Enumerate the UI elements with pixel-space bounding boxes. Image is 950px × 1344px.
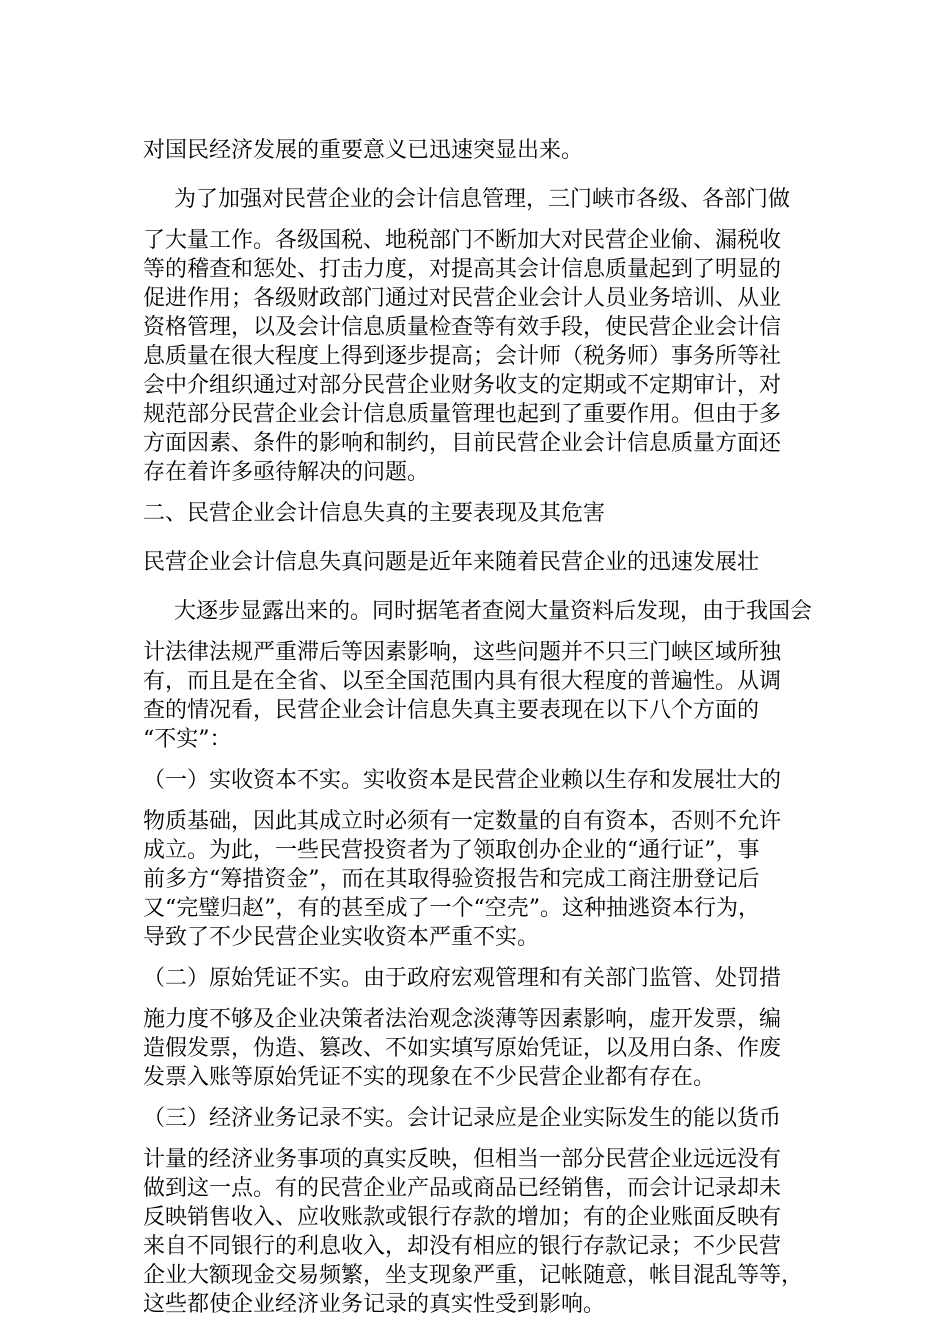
text-line: 这些都使企业经济业务记录的真实性受到影响。 [143, 1292, 606, 1317]
paragraph-first-line: 为了加强对民营企业的会计信息管理，三门峡市各级、各部门做 [174, 187, 791, 212]
text-line: 计法律法规严重滞后等因素影响，这些问题并不只三门峡区域所独 [143, 640, 782, 665]
text-line: 对国民经济发展的重要意义已迅速突显出来。 [143, 138, 584, 163]
text-line: 来自不同银行的利息收入，却没有相应的银行存款记录；不少民营 [143, 1234, 782, 1259]
text-line: （三）经济业务记录不实。会计记录应是企业实际发生的能以货币 [143, 1106, 782, 1131]
text-line: 又“完璧归赵”，有的甚至成了一个“空壳”。这种抽逃资本行为， [143, 896, 760, 921]
text-line: “不实”： [143, 727, 232, 752]
text-line: 成立。为此，一些民营投资者为了领取创办企业的“通行证”，事 [143, 838, 760, 863]
text-line: 做到这一点。有的民营企业产品或商品已经销售，而会计记录却未 [143, 1176, 782, 1201]
text-line: （二）原始凭证不实。由于政府宏观管理和有关部门监管、处罚措 [143, 966, 782, 991]
text-line: 会中介组织通过对部分民营企业财务收支的定期或不定期审计，对 [143, 373, 782, 398]
list-item-first-line: 物质基础，因此其成立时必须有一定数量的自有资本，否则不允许 [143, 809, 782, 834]
section-heading: 民营企业会计信息失真问题是近年来随着民营企业的迅速发展壮 [143, 550, 760, 575]
text-line: 了大量工作。各级国税、地税部门不断加大对民营企业偷、漏税收 [143, 228, 782, 253]
text-line: 反映销售收入、应收账款或银行存款的增加；有的企业账面反映有 [143, 1205, 782, 1230]
text-line: 企业大额现金交易频繁，坐支现象严重，记帐随意，帐目混乱等等， [143, 1263, 804, 1288]
text-line: 规范部分民营企业会计信息质量管理也起到了重要作用。但由于多 [143, 402, 782, 427]
text-line: 二、民营企业会计信息失真的主要表现及其危害 [143, 501, 606, 526]
list-item-first-line: 计量的经济业务事项的真实反映，但相当一部分民营企业远远没有 [143, 1147, 782, 1172]
text-line: 有，而且是在全省、以至全国范围内具有很大程度的普遍性。从调 [143, 669, 782, 694]
text-line: 导致了不少民营企业实收资本严重不实。 [143, 925, 540, 950]
paragraph-first-line: 大逐步显露出来的。同时据笔者查阅大量资料后发现，由于我国会 [174, 599, 813, 624]
text-line: 发票入账等原始凭证不实的现象在不少民营企业都有存在。 [143, 1065, 716, 1090]
text-line: （一）实收资本不实。实收资本是民营企业赖以生存和发展壮大的 [143, 768, 782, 793]
text-line: 造假发票，伪造、篡改、不如实填写原始凭证，以及用白条、作废 [143, 1036, 782, 1061]
text-line: 方面因素、条件的影响和制约，目前民营企业会计信息质量方面还 [143, 431, 782, 456]
list-item-first-line: 施力度不够及企业决策者法治观念淡薄等因素影响，虚开发票，编 [143, 1007, 782, 1032]
text-line: 存在着许多亟待解决的问题。 [143, 460, 430, 485]
text-line: 促进作用；各级财政部门通过对民营企业会计人员业务培训、从业 [143, 286, 782, 311]
text-line: 查的情况看，民营企业会计信息失真主要表现在以下八个方面的 [143, 698, 760, 723]
text-line: 前多方“筹措资金”，而在其取得验资报告和完成工商注册登记后 [143, 867, 760, 892]
text-line: 等的稽查和惩处、打击力度，对提高其会计信息质量起到了明显的 [143, 257, 782, 282]
text-line: 息质量在很大程度上得到逐步提高；会计师（税务师）事务所等社 [143, 344, 782, 369]
text-line: 资格管理，以及会计信息质量检查等有效手段，使民营企业会计信 [143, 315, 782, 340]
